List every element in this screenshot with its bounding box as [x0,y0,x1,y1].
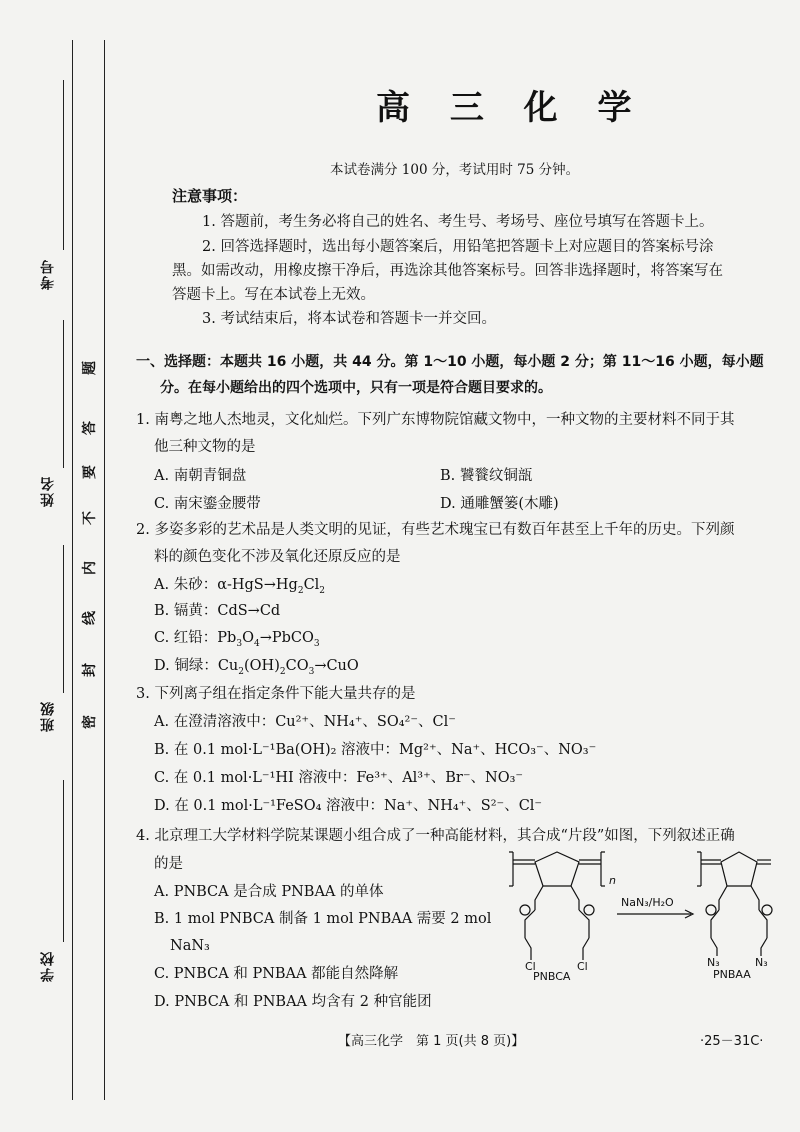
q1-stem: 1. 南粤之地人杰地灵，文化灿烂。下列广东博物院馆藏文物中，一种文物的主要材料不同于其 [136,412,735,428]
q1-option-d: D. 通雕蟹篓(木雕) [440,496,559,512]
pnbaa-label: PNBAA [713,968,751,981]
cl-label-right: Cl [577,960,588,973]
q1-option-b: B. 饕餮纹铜瓿 [440,468,533,484]
note-item: 3. 考试结束后，将本试卷和答题卡一并交回。 [202,311,496,327]
notes-heading: 注意事项： [172,187,248,205]
seal-char: 内 [82,561,98,575]
repeat-n-label: n [609,874,616,887]
q4-option-b-cont: NaN₃ [170,938,210,954]
q4-stem-cont: 的是 [154,856,183,872]
class-blank [63,545,64,693]
q1-option-c: C. 南宋鎏金腰带 [154,496,261,512]
q3-option-a: A. 在澄清溶液中：Cu²⁺、NH₄⁺、SO₄²⁻、Cl⁻ [154,714,456,730]
q2-stem: 2. 多姿多彩的艺术品是人类文明的见证，有些艺术瑰宝已有数百年甚至上千年的历史。下列颜 [136,522,735,538]
page-footer: 【高三化学 第 1 页(共 8 页)】 [338,1034,525,1049]
q3-option-c: C. 在 0.1 mol·L⁻¹HI 溶液中：Fe³⁺、Al³⁺、Br⁻、NO₃⁻ [154,770,524,786]
note-item: 黑。如需改动，用橡皮擦干净后，再选涂其他答案标号。回答非选择题时，将答案写在 [172,263,723,279]
cl-label-left: Cl [525,960,536,973]
binding-line-inner [104,40,105,1100]
exam-no-blank [63,80,64,250]
seal-char: 答 [82,421,98,435]
name-blank [63,320,64,468]
seal-char: 密 [82,715,98,729]
q4-option-a: A. PNBCA 是合成 PNBAA 的单体 [154,884,384,900]
q3-stem: 3. 下列离子组在指定条件下能大量共存的是 [136,686,416,702]
binding-line-outer [72,40,73,1100]
polymer-bracket-left [509,852,513,886]
q4-stem: 4. 北京理工大学材料学院某课题小组合成了一种高能材料，其合成“片段”如图，下列叙述正确 [136,828,735,844]
page-title: 高 三 化 学 [376,88,646,128]
school-blank [63,780,64,942]
seal-char: 封 [82,663,98,677]
exam-no-label: 考号 [40,258,56,290]
q4-option-c: C. PNBCA 和 PNBAA 都能自然降解 [154,966,399,982]
q2-stem-cont: 料的颜色变化不涉及氧化还原反应的是 [154,549,401,565]
seal-char: 不 [82,511,98,525]
note-item: 1. 答题前，考生务必将自己的姓名、考生号、考场号、座位号填写在答题卡上。 [202,214,714,230]
seal-char: 线 [82,611,98,625]
q4-option-d: D. PNBCA 和 PNBAA 均含有 2 种官能团 [154,994,432,1010]
q4-option-b: B. 1 mol PNBCA 制备 1 mol PNBAA 需要 2 mol [154,911,492,927]
q2-option-a: A. 朱砂：$\alpha-HgS\to Hg_2Cl_2$ [154,577,326,596]
q2-option-c: C. 红铅：$Pb_3O_4\to PbCO_3$ [154,630,320,649]
reaction-svg [505,848,775,983]
q2-option-b: B. 镉黄：CdS→Cd [154,603,281,619]
q4-reaction-diagram [505,848,775,983]
name-label: 姓名 [40,475,56,507]
q2-option-d: D. 铜绿：$Cu_2(OH)_2CO_3\to CuO$ [154,658,359,677]
section-heading-cont: 分。在每小题给出的四个选项中，只有一项是符合题目要求的。 [160,380,552,396]
cyclopentane-ring [535,852,579,886]
school-label: 学校 [40,950,56,982]
n3-label-right: N₃ [755,956,768,969]
pnbca-label: PNBCA [533,970,571,983]
reagent-label: NaN₃/H₂O [621,896,674,909]
seal-char: 要 [82,465,98,479]
n3-label-left: N₃ [707,956,720,969]
q3-option-d: D. 在 0.1 mol·L⁻¹FeSO₄ 溶液中：Na⁺、NH₄⁺、S²⁻、Cl⁻ [154,798,543,814]
paper-code: ·25－31C· [700,1034,764,1049]
q1-option-a: A. 南朝青铜盘 [154,468,247,484]
q3-option-b: B. 在 0.1 mol·L⁻¹Ba(OH)₂ 溶液中：Mg²⁺、Na⁺、HCO₃⁻、NO₃⁻ [154,742,597,758]
section-heading: 一、选择题：本题共 16 小题，共 44 分。第 1～10 小题，每小题 2 分；第 11～16 小题，每小题 [136,354,764,370]
note-item: 2. 回答选择题时，选出每小题答案后，用铅笔把答题卡上对应题目的答案标号涂 [202,239,714,255]
q1-stem-cont: 他三种文物的是 [154,439,256,455]
class-label: 班级 [40,700,56,732]
seal-char: 题 [82,361,98,375]
exam-info: 本试卷满分 100 分，考试用时 75 分钟。 [330,162,580,178]
polymer-bracket-right [601,852,605,886]
note-item: 答题卡上。写在本试卷上无效。 [172,287,375,303]
